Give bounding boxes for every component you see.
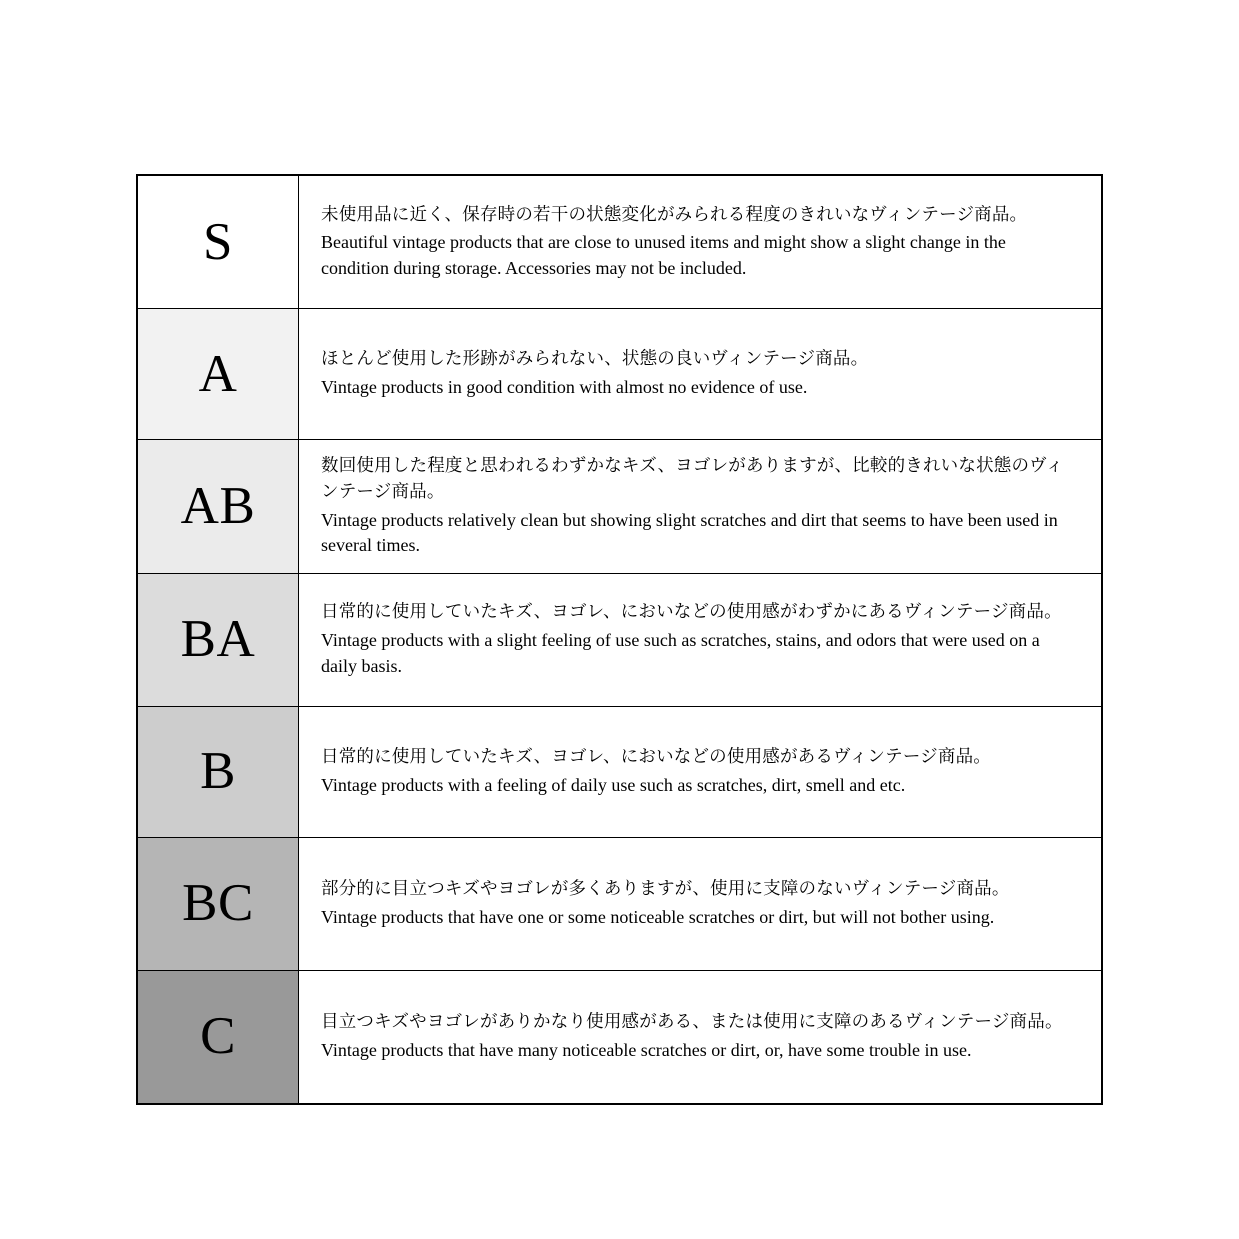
grade-description-ba (299, 573, 1103, 706)
table-row (137, 970, 1102, 1104)
table-row (137, 440, 1102, 574)
table-row (137, 309, 1102, 440)
grade-description-c (299, 970, 1103, 1104)
grade-label-s: S (137, 175, 299, 309)
grade-table-body (137, 175, 1102, 1104)
grade-label-bc: BC (137, 837, 299, 970)
table-row (137, 706, 1102, 837)
vintage-condition-grade-table (136, 174, 1103, 1105)
description-english: Vintage products in good condition with almost no evidence of use. (321, 377, 808, 398)
grade-description-b (299, 706, 1103, 837)
description-english: Vintage products that have many noticeable scratches or dirt, or, have some trouble in use. (321, 1040, 972, 1061)
grade-description-bc (299, 837, 1103, 970)
description-english: Beautiful vintage products that are close to unused items and might show a slight change in the condition during storage. Accessories may not be included. (321, 232, 1006, 278)
description-english: Vintage products relatively clean but showing slight scratches and dirt that seems to have been used in several times. (321, 509, 1058, 556)
table-row (137, 837, 1102, 970)
description-japanese: 目立つキズやヨゴレがありかなり使用感がある、または使用に支障のあるヴィンテージ商品。 (321, 1012, 1063, 1033)
table-row (137, 573, 1102, 706)
grade-description-ab (299, 440, 1103, 574)
grade-description-a (299, 309, 1103, 440)
description-japanese: 日常的に使用していたキズ、ヨゴレ、においなどの使用感がわずかにあるヴィンテージ商品。 (321, 602, 1062, 623)
description-japanese: 数回使用した程度と思われるわずかなキズ、ヨゴレがありますが、比較的きれいな状態のヴィンテージ商品。 (321, 456, 1064, 502)
table-row (137, 175, 1102, 309)
description-japanese: ほとんど使用した形跡がみられない、状態の良いヴィンテージ商品。 (321, 349, 869, 370)
grade-label-b: B (137, 706, 299, 837)
grade-label-a: A (137, 309, 299, 440)
grade-label-ab: AB (137, 440, 299, 574)
description-english: Vintage products that have one or some noticeable scratches or dirt, but will not bother using. (321, 907, 995, 928)
grade-label-ba: BA (137, 573, 299, 706)
description-english: Vintage products with a slight feeling of use such as scratches, stains, and odors that were used on a daily basis. (321, 630, 1040, 676)
description-japanese: 未使用品に近く、保存時の若干の状態変化がみられる程度のきれいなヴィンテージ商品。 (321, 204, 1028, 225)
description-japanese: 部分的に目立つキズやヨゴレが多くありますが、使用に支障のないヴィンテージ商品。 (321, 879, 1010, 900)
description-japanese: 日常的に使用していたキズ、ヨゴレ、においなどの使用感があるヴィンテージ商品。 (321, 747, 991, 768)
grade-description-s (299, 175, 1103, 309)
description-english: Vintage products with a feeling of daily use such as scratches, dirt, smell and etc. (321, 775, 906, 796)
grade-label-c: C (137, 970, 299, 1104)
